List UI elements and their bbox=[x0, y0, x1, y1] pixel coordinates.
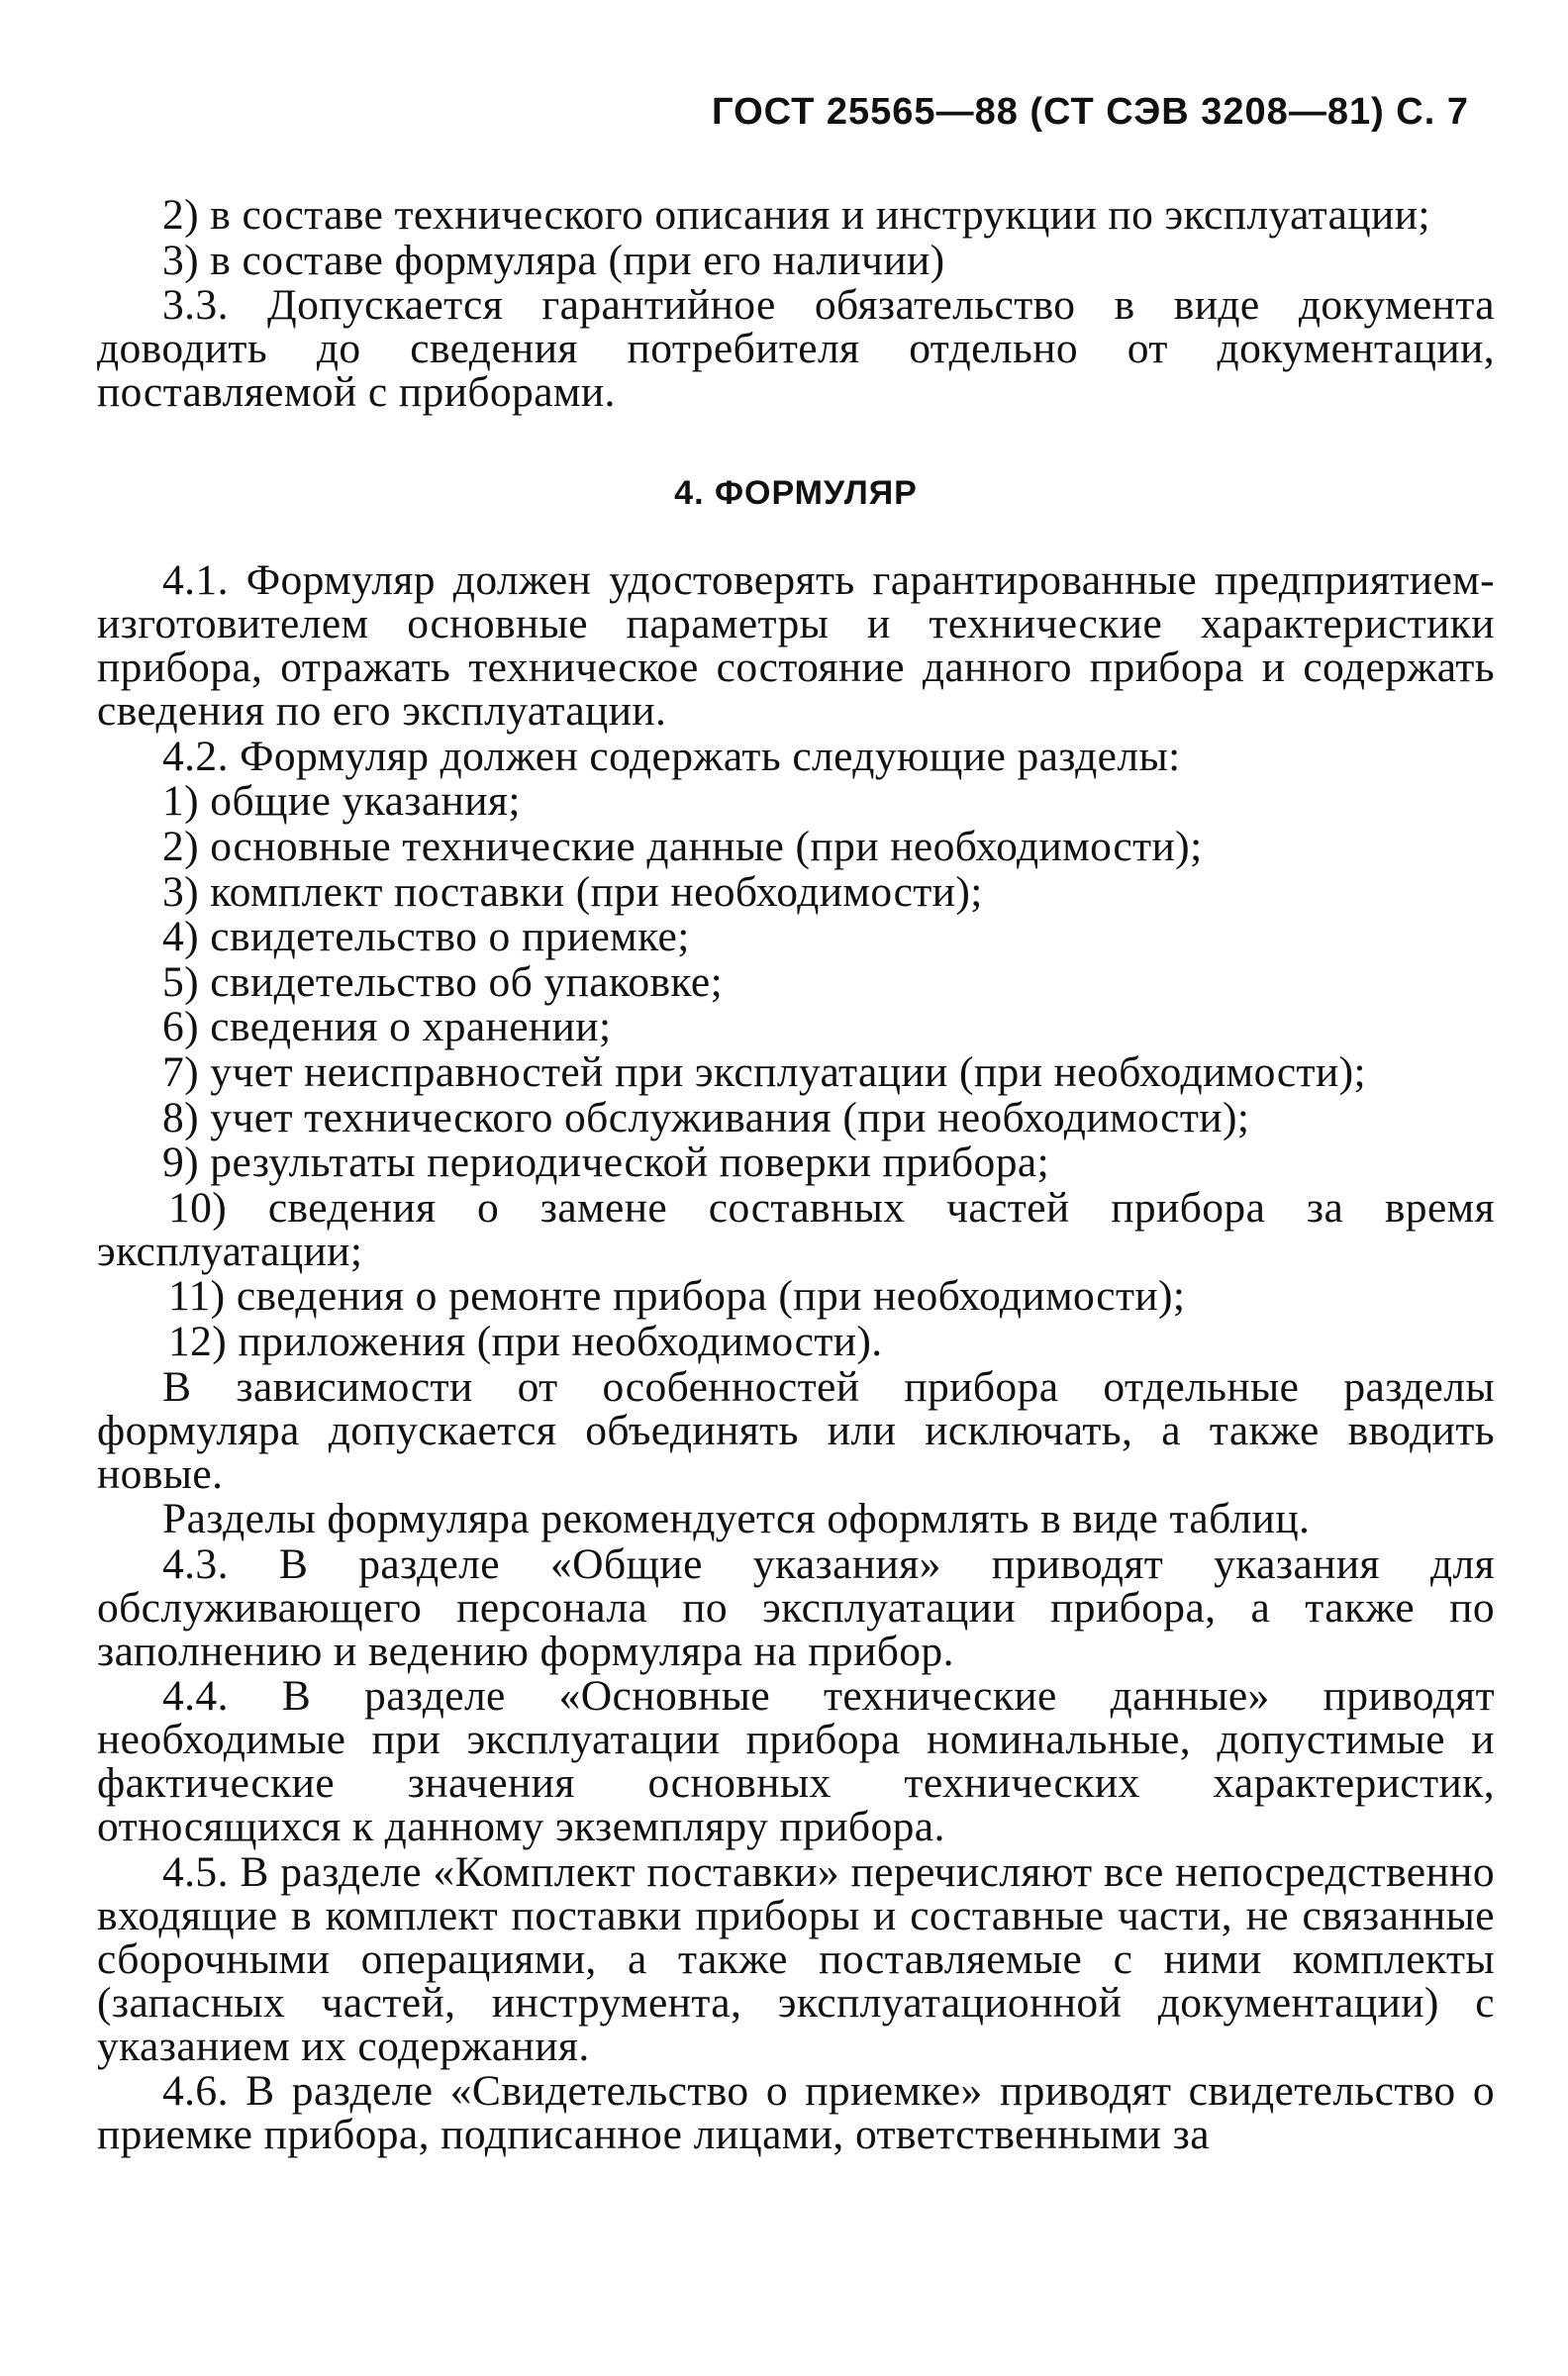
paragraph-4-5: 4.5. В разделе «Комплект поставки» перечисляют все непосредственно входящие в комплект поставки приборы и составные части, не связанные сборочными операциями, а также поставляемые с ними комплекты (запасных частей, инструмента, эксплуатационной документации) с указанием их содержания. bbox=[97, 1847, 1495, 2070]
paragraph-tables: Разделы формуляра рекомендуется оформлять в виде таблиц. bbox=[162, 1495, 1311, 1543]
list-item: 7) учет неисправностей при эксплуатации (при необходимости); bbox=[162, 1047, 1367, 1096]
paragraph-4-4: 4.4. В разделе «Основные технические данные» приводят необходимые при эксплуатации прибора номинальные, допустимые и фактические значения основных технических характеристик, относящихся к данному экземпляру прибора. bbox=[97, 1672, 1495, 1851]
list-item: 10) сведения о замене составных частей прибора за время эксплуатации; bbox=[97, 1183, 1495, 1275]
list-item: 3) в составе формуляра (при его наличии) bbox=[162, 236, 945, 284]
paragraph-4-3: 4.3. В разделе «Общие указания» приводят указания для обслуживающего персонала по эксплуатации прибора, а также по заполнению и ведению формуляра на прибор. bbox=[97, 1539, 1495, 1675]
list-item: 1) общие указания; bbox=[162, 777, 521, 826]
paragraph-3-3: 3.3. Допускается гарантийное обязательство в виде документа доводить до сведения потребителя отдельно от документации, поставляемой с приборами. bbox=[97, 281, 1495, 417]
list-item: 5) свидетельство об упаковке; bbox=[162, 957, 724, 1006]
section-title: 4. ФОРМУЛЯР bbox=[674, 474, 918, 513]
list-item: 2) основные технические данные (при необходимости); bbox=[162, 822, 1203, 870]
list-item: 12) приложения (при необходимости). bbox=[168, 1317, 883, 1365]
page-header: ГОСТ 25565—88 (СТ СЭВ 3208—81) С. 7 bbox=[712, 91, 1469, 133]
list-item: 9) результаты периодической поверки прибора; bbox=[162, 1138, 1050, 1187]
paragraph-4-2: 4.2. Формуляр должен содержать следующие разделы: bbox=[162, 732, 1181, 780]
list-item: 4) свидетельство о приемке; bbox=[162, 913, 690, 961]
document-body bbox=[97, 193, 1495, 2158]
paragraph-dependence: В зависимости от особенностей прибора отдельные разделы формуляра допускается объединять или исключать, а также вводить новые. bbox=[97, 1362, 1495, 1498]
list-item: 11) сведения о ремонте прибора (при необходимости); bbox=[168, 1272, 1186, 1321]
list-item: 8) учет технического обслуживания (при необходимости); bbox=[162, 1093, 1250, 1141]
list-item: 2) в составе технического описания и инструкции по эксплуатации; bbox=[162, 191, 1430, 239]
paragraph-4-6: 4.6. В разделе «Свидетельство о приемке» приводят свидетельство о приемке прибора, подписанное лицами, ответственными за bbox=[97, 2067, 1495, 2159]
list-item: 3) комплект поставки (при необходимости); bbox=[162, 867, 983, 916]
paragraph-4-1: 4.1. Формуляр должен удостоверять гарантированные предприятием-изготовителем основные параметры и технические характеристики прибора, отражать техническое состояние данного прибора и содержать сведения по его эксплуатации. bbox=[97, 556, 1495, 736]
list-item: 6) сведения о хранении; bbox=[162, 1003, 612, 1051]
